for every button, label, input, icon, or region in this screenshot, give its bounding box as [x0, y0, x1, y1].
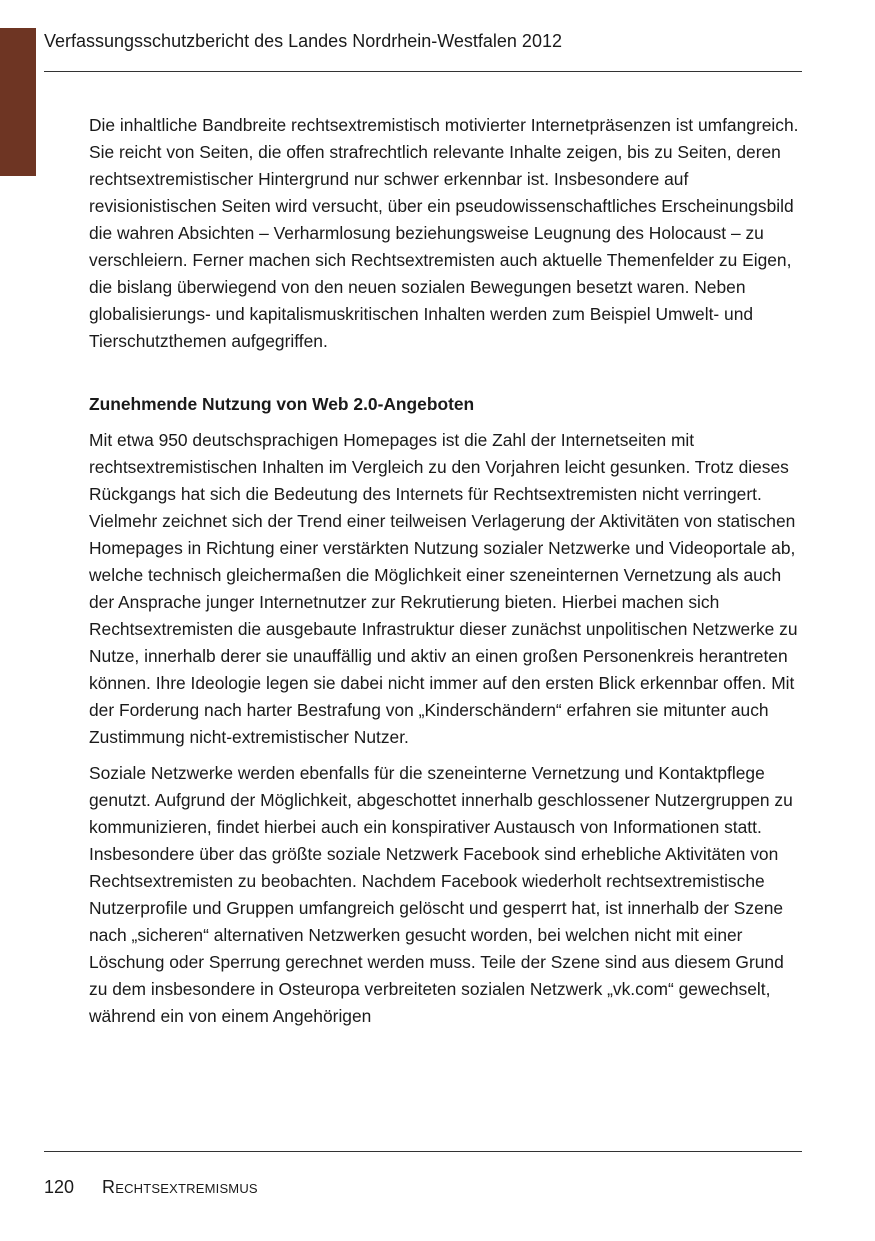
header-divider	[44, 71, 802, 72]
paragraph-1: Die inhaltliche Bandbreite rechtsextremistisch motivierter Internetpräsenzen ist umfangreich. Sie reicht von Seiten, die offen strafrechtlich relevante Inhalte zeigen, bis zu Seiten, deren rechtsextremistischer Hintergrund nur schwer erkennbar ist. Insbesondere auf revisionistischen Seiten wird versucht, über ein pseudowissenschaftliches Erscheinungsbild die wahren Absichten – Verharmlosung beziehungsweise Leugnung des Holocaust – zu verschleiern. Ferner machen sich Rechtsextremisten auch aktuelle Themenfelder zu Eigen, die bislang überwiegend von den neuen sozialen Bewegungen besetzt waren. Neben globalisierungs- und kapitalismuskritischen Inhalten werden zum Beispiel Umwelt- und Tierschutzthemen aufgegriffen.	[89, 115, 799, 351]
paragraph-3: Soziale Netzwerke werden ebenfalls für die szeneinterne Vernetzung und Kontaktpflege genutzt. Aufgrund der Möglichkeit, abgeschottet innerhalb geschlossener Nutzergruppen zu kommunizieren, findet hierbei auch ein konspirativer Austausch von Informationen statt. Insbesondere über das größte soziale Netzwerk Facebook sind erhebliche Aktivitäten von Rechtsextremisten zu beobachten. Nachdem Facebook wiederholt rechtsextremistische Nutzerprofile und Gruppen umfangreich gelöscht und gesperrt hat, ist innerhalb der Szene nach „sicheren“ alternativen Netzwerken gesucht worden, bei welchen nicht mit einer Löschung oder Sperrung gerechnet werden muss. Teile der Szene sind aus diesem Grund zu dem insbesondere in Osteuropa verbreiteten sozialen Netzwerk „vk.com“ gewechselt, während ein von einem Angehörigen	[89, 763, 793, 1026]
running-header: Verfassungsschutzbericht des Landes Nordrhein-Westfalen 2012	[44, 31, 562, 51]
chapter-color-tab	[0, 28, 36, 176]
page-number: 120	[44, 1177, 75, 1197]
footer-section-title: Rechtsextremismus	[102, 1177, 258, 1197]
section-heading: Zunehmende Nutzung von Web 2.0-Angeboten	[89, 394, 475, 414]
main-content	[89, 112, 805, 1030]
paragraph-2: Mit etwa 950 deutschsprachigen Homepages ist die Zahl der Internetseiten mit rechtsextremistischen Inhalten im Vergleich zu den Vorjahren leicht gesunken. Trotz dieses Rückgangs hat sich die Bedeutung des Internets für Rechtsextremisten nicht verringert. Vielmehr zeichnet sich der Trend einer teilweisen Verlagerung der Aktivitäten von statischen Homepages in Richtung einer verstärkten Nutzung sozialer Netzwerke und Videoportale ab, welche technisch gleichermaßen die Möglichkeit einer szeneinternen Vernetzung als auch der Ansprache junger Internetnutzer zur Rekrutierung bieten. Hierbei machen sich Rechtsextremisten die ausgebaute Infrastruktur dieser zunächst unpolitischen Netzwerke zu Nutze, innerhalb derer sie unauffällig und aktiv an einen großen Personenkreis herantreten können. Ihre Ideologie legen sie dabei nicht immer auf den ersten Blick erkennbar offen. Mit der Forderung nach harter Bestrafung von „Kinderschändern“ erfahren sie mitunter auch Zustimmung nicht-extremistischer Nutzer.	[89, 430, 798, 747]
footer-divider	[44, 1151, 802, 1152]
